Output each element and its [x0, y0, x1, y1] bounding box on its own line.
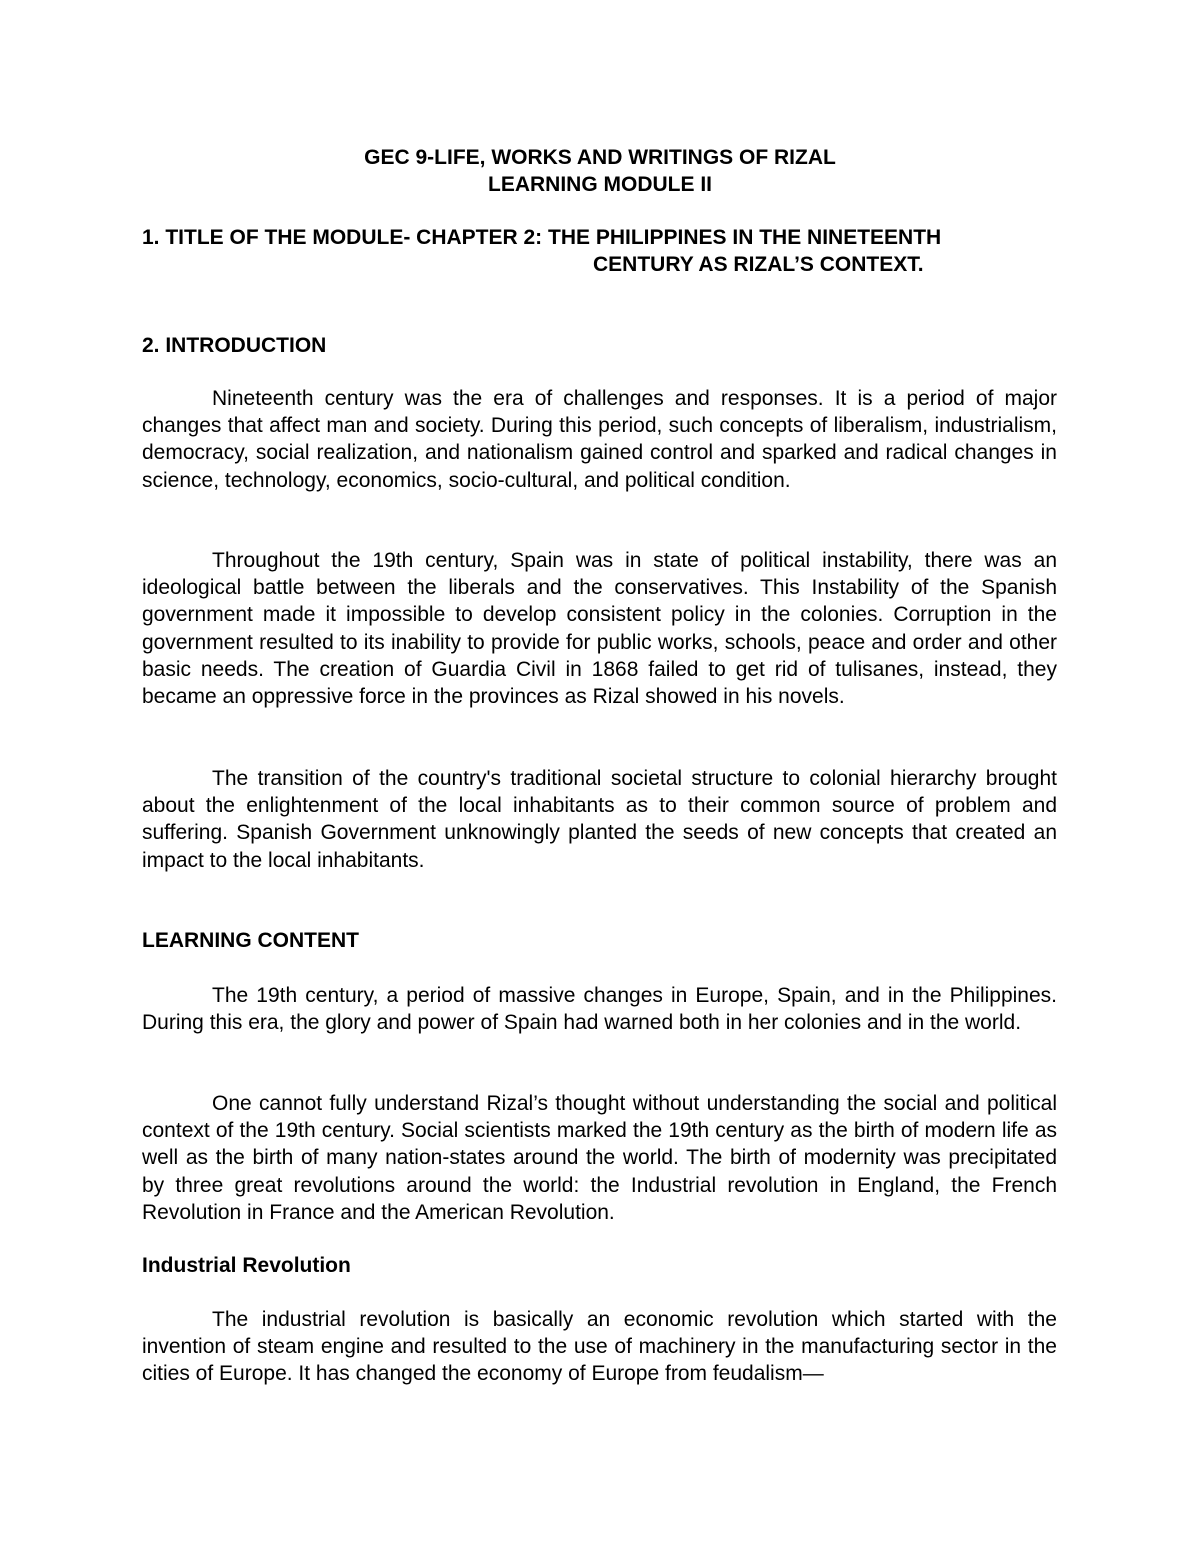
learning-content-paragraph-1: The 19th century, a period of massive changes in Europe, Spain, and in the Philippines. During this era, the glory and power of Spain had warned both in her colonies and in the world. [142, 984, 1057, 1035]
learning-content-paragraph-2: One cannot fully understand Rizal’s thought without understanding the social and political context of the 19th century. Social scientists marked the 19th century as the birth of modern life as well as the birth of many nation-states around the world. The birth of modernity was precipitated by three great revolutions around the world: the Industrial revolution in England, the French Revolution in France and the American Revolution. [142, 1092, 1057, 1224]
module-title-line-2: CENTURY AS RIZAL’S CONTEXT. [593, 253, 924, 276]
industrial-revolution-paragraph-1: The industrial revolution is basically an economic revolution which started with the invention of steam engine and resulted to the use of machinery in the manufacturing sector in the cities of Europe. It has changed the economy of Europe from feudalism— [142, 1308, 1057, 1386]
introduction-paragraph-2: Throughout the 19th century, Spain was in state of political instability, there was an ideological battle between the liberals and the conservatives. This Instability of the Spanish government made it impossible to develop consistent policy in the colonies. Corruption in the government resulted to its inability to provide for public works, schools, peace and order and other basic needs. The creation of Guardia Civil in 1868 failed to get rid of tulisanes, instead, they became an oppressive force in the provinces as Rizal showed in his novels. [142, 549, 1057, 709]
introduction-paragraph-1: Nineteenth century was the era of challenges and responses. It is a period of major changes that affect man and society. During this period, such concepts of liberalism, industrialism, democracy, social realization, and nationalism gained control and sparked and radical changes in science, technology, economics, socio-cultural, and political condition. [142, 387, 1057, 492]
industrial-revolution-heading: Industrial Revolution [142, 1254, 351, 1277]
course-title: GEC 9-LIFE, WORKS AND WRITINGS OF RIZAL [364, 146, 836, 169]
introduction-paragraph-3: The transition of the country's traditional societal structure to colonial hierarchy brought about the enlightenment of the local inhabitants as to their common source of problem and suffering. Spanish Government unknowingly planted the seeds of new concepts that created an impact to the local inhabitants. [142, 767, 1057, 872]
module-title-line-1: 1. TITLE OF THE MODULE- CHAPTER 2: THE PHILIPPINES IN THE NINETEENTH [142, 226, 942, 249]
introduction-heading: 2. INTRODUCTION [142, 334, 327, 357]
module-number-title: LEARNING MODULE II [488, 173, 712, 196]
learning-content-heading: LEARNING CONTENT [142, 929, 359, 952]
